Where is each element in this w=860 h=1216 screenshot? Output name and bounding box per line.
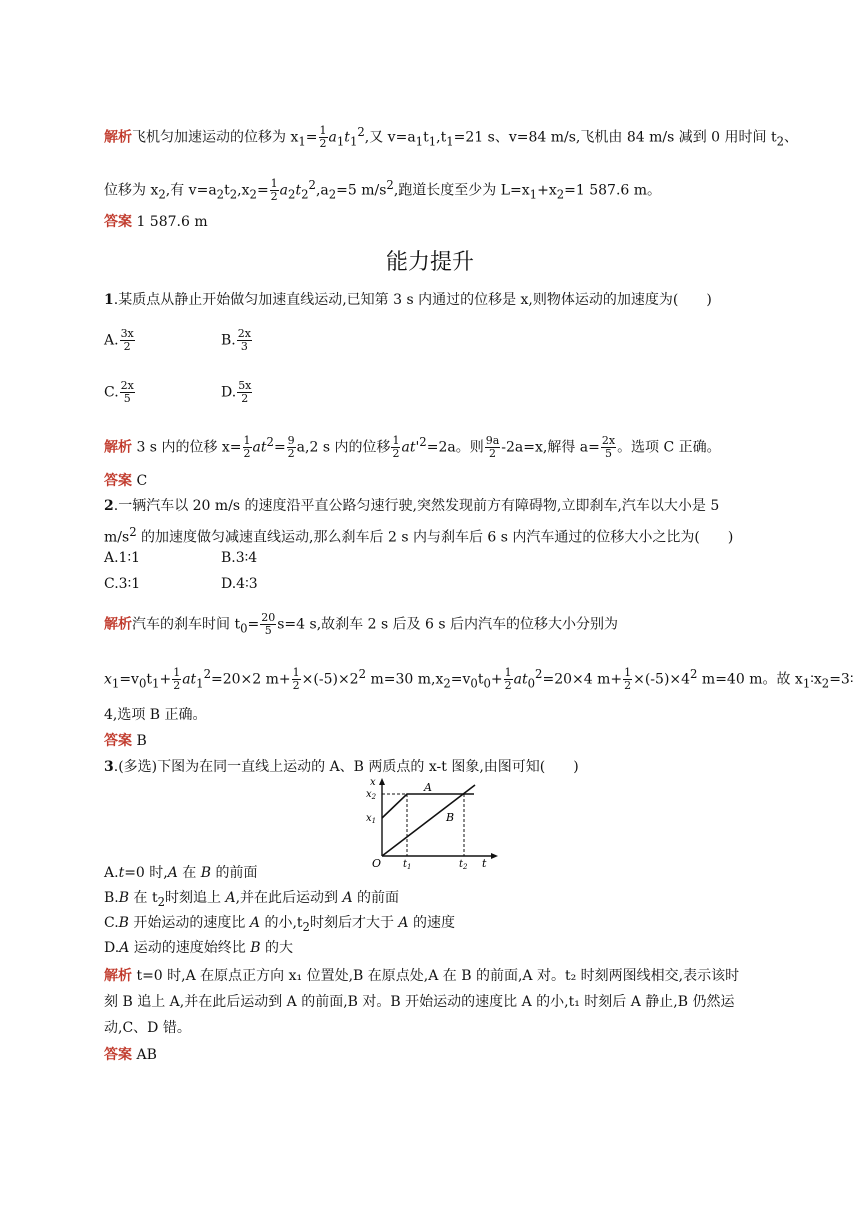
answer-tag: 答案 <box>104 214 132 230</box>
section-title: 能力提升 <box>385 250 474 275</box>
t1-label: $t_1$ <box>403 859 412 871</box>
q3-option-b: B.B 在 $t_2$时刻追上 A,并在此后运动到 A 的前面 <box>104 890 400 909</box>
origin-label: O <box>372 857 382 870</box>
x-axis-arrow <box>379 778 385 785</box>
prev-analysis-line-2: 位移为 $x_2$,有 $v=a_2t_2,x_2=$ $\frac{1}{2}$ $a_2t_2^2,a_2=5$ $m/s^2$,跑道长度至少为 $L=x_1+x_2=1$ 587.6 m。 <box>104 177 662 204</box>
q3-analysis-line-3: 动,C、D 错。 <box>104 1020 191 1036</box>
q2-stem-1: 2.一辆汽车以 20 m/s 的速度沿平直公路匀速行驶,突然发现前方有障碍物,立即刹车,汽车以大小是 5 <box>104 498 720 514</box>
q2-answer: 答案 B <box>104 733 147 749</box>
x2-label: $x_2$ <box>366 789 377 801</box>
q3-stem: 3.(多选)下图为在同一直线上运动的 A、B 两质点的 x-t 图象,由图可知( ) <box>104 759 579 775</box>
q3-answer: 答案 AB <box>104 1047 157 1063</box>
q2-option-c: C.3∶1 <box>104 576 141 592</box>
q2-analysis-line-3: 4,选项 B 正确。 <box>104 707 207 723</box>
q1-option-c: C. $\frac{2x}{5}$ <box>104 379 134 405</box>
line-b-label: B <box>446 811 455 824</box>
prev-analysis-line-1: 解析飞机匀加速运动的位移为 $x_1=$ $\frac{1}{2}$ $a_1t_1^2$,又 $v=a_1t_1,t_1=21$ s、v=84 m/s,飞机由 84 m/s 减到 0 用时间 $t_2$、 <box>104 124 799 151</box>
q1-option-b: B. $\frac{2x}{3}$ <box>221 327 251 353</box>
q1-answer: 答案 C <box>104 473 148 489</box>
q3-option-a: A.t=0 时,A 在 B 的前面 <box>104 865 258 881</box>
q2-analysis-line-2: $x_1=v_0t_1+$ $\frac{1}{2}$ $at_1^2=20\times 2$ m+ $\frac{1}{2}$ $\times(-5)\times 2^2$ m=30 $m,x_2=v_0t_0+$ $\frac{1}{2}$ $at_0^2=20\times 4$ m+ $\frac{1}{2}$ $\times(-5)\times 4^2$ m=40 m。故 $x_1∶x_2=3∶$ <box>104 666 854 693</box>
fraction: $\frac{1}{2}$ <box>270 177 278 204</box>
q2-option-d: D.4∶3 <box>221 576 258 592</box>
q3-option-d: D.A 运动的速度始终比 B 的大 <box>104 940 293 956</box>
q1-analysis: 解析 3 s 内的位移 x= $\frac{1}{2}$ $at^2=$ $\frac{9}{2}$ a,2 s 内的位移 $\frac{1}{2}$ $at'^2=2a$。则 $\frac{9a}{2}$ -2a=x,解得 a= $\frac{2x}{5}$ 。选项 C 正确。 <box>104 434 721 461</box>
fraction: $\frac{1}{2}$ <box>319 124 327 151</box>
x1-label: $x_1$ <box>366 813 377 825</box>
q1-option-d: D. $\frac{5x}{2}$ <box>221 379 252 405</box>
t2-label: $t_2$ <box>459 859 468 871</box>
t-axis-label: t <box>482 857 487 870</box>
line-b <box>382 785 475 856</box>
line-a <box>382 794 474 818</box>
analysis-tag: 解析 <box>104 129 132 146</box>
q1-stem: 1.某质点从静止开始做匀加速直线运动,已知第 3 s 内通过的位移是 x,则物体运动的加速度为( ) <box>104 292 712 308</box>
q2-stem-2: $m/s^2$ 的加速度做匀减速直线运动,那么刹车后 2 s 内与刹车后 6 s 内汽车通过的位移大小之比为( ) <box>104 525 734 546</box>
line-a-label: A <box>424 781 432 794</box>
q3-analysis-line-1: 解析 t=0 时,A 在原点正方向 x₁ 位置处,B 在原点处,A 在 B 的前面,A 对。t₂ 时刻两图线相交,表示该时 <box>104 968 740 984</box>
y-axis-label: x <box>370 777 376 788</box>
q2-option-a: A.1∶1 <box>104 550 141 566</box>
q2-analysis-line-1: 解析汽车的刹车时间 $t_0=$ $\frac{20}{5}$ s=4 s,故刹车 2 s 后及 6 s 后内汽车的位移大小分别为 <box>104 611 619 637</box>
q3-option-c: C.B 开始运动的速度比 A 的小$,t_2$时刻后才大于 A 的速度 <box>104 915 455 934</box>
xt-graph <box>362 776 502 871</box>
q3-analysis-line-2: 刻 B 追上 A,并在此后运动到 A 的前面,B 对。B 开始运动的速度比 A 的小,t₁ 时刻后 A 静止,B 仍然运 <box>104 994 735 1010</box>
prev-answer: 答案 1 587.6 m <box>104 214 208 230</box>
q2-option-b: B.3∶4 <box>221 550 258 566</box>
q1-option-a: A. $\frac{3x}{2}$ <box>104 327 134 353</box>
t-axis-arrow <box>491 853 498 859</box>
